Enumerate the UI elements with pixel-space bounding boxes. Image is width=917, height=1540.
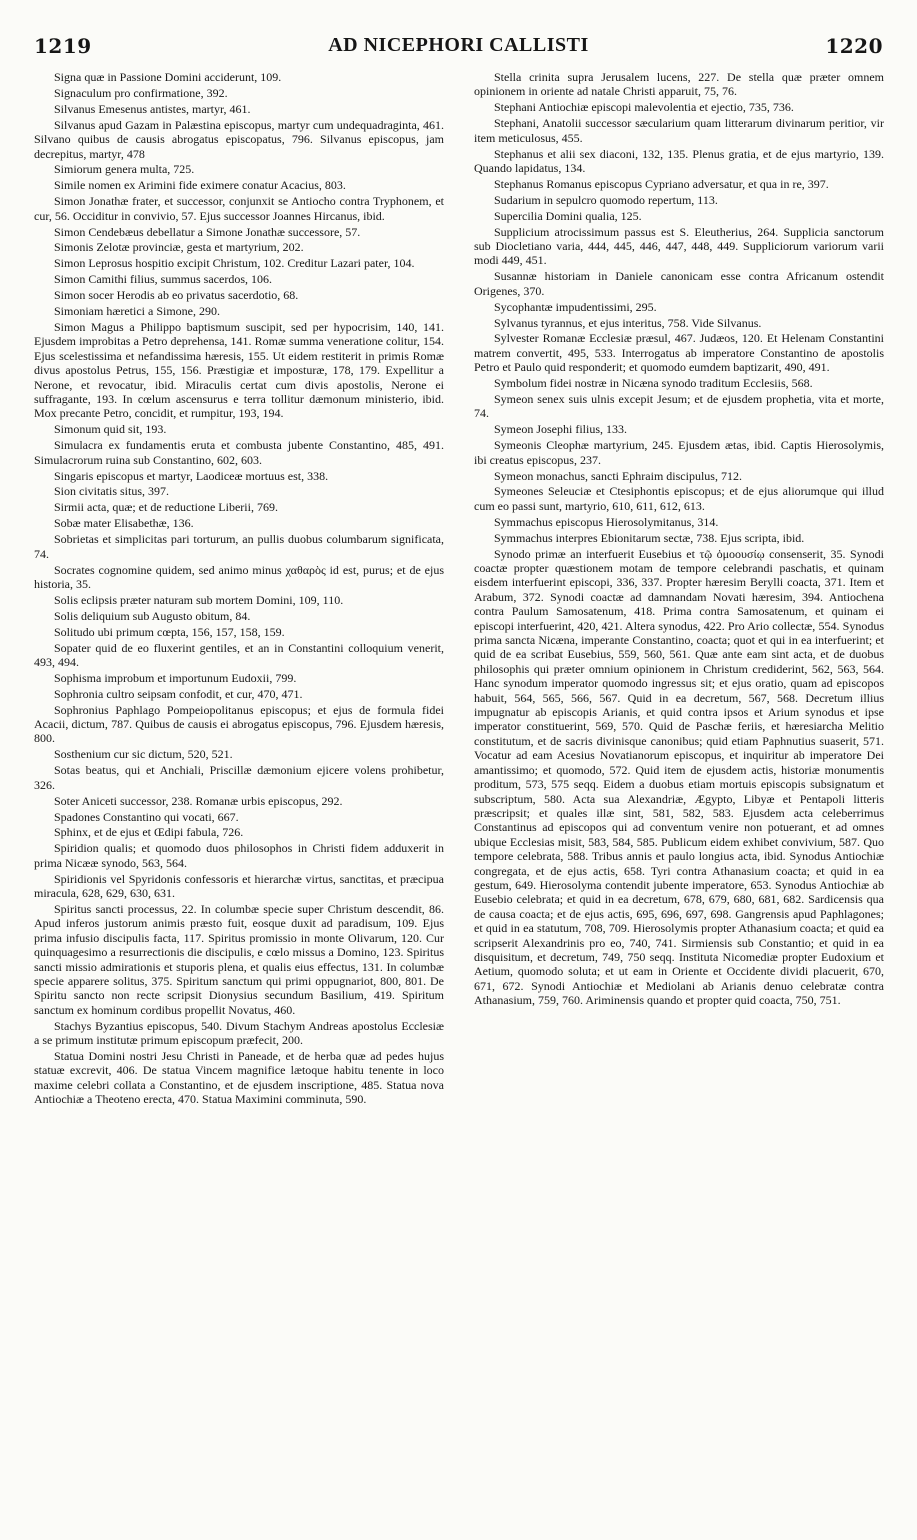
index-entry: Sobrietas et simplicitas pari torturum, an pullis duobus columbarum significata, 74. [34,532,444,561]
running-title: AD NICEPHORI CALLISTI [328,34,589,56]
index-entry: Sycophantæ impudentissimi, 295. [494,299,657,314]
page-header [34,34,883,64]
index-entry: Stephani Antiochiæ episcopi malevolentia et ejectio, 735, 736. [494,100,794,115]
index-entry: Silvanus apud Gazam in Palæstina episcopus, martyr cum undequadraginta, 461. Silvano quibus de causis abrogatus episcopatus, 796. Silvanus episcopus, jam decrepitus, martyr, 478 [34,117,444,161]
index-entry: Soter Aniceti successor, 238. Romanæ urbis episcopus, 292. [54,793,343,808]
index-entry: Sirmii acta, quæ; et de reductione Liberii, 769. [54,500,278,515]
index-entry: Spadones Constantino qui vocati, 667. [54,809,239,824]
index-entry: Simoniam hæretici a Simone, 290. [54,304,220,319]
index-entry: Simile nomen ex Arimini fide eximere conatur Acacius, 803. [54,178,346,193]
index-entry: Simon Camithi filius, summus sacerdos, 106. [54,272,272,287]
index-entry: Signaculum pro confirmatione, 392. [54,85,228,100]
index-entry: Symeon Josephi filius, 133. [494,422,628,437]
index-entry: Silvanus Emesenus antistes, martyr, 461. [54,101,251,116]
index-entry: Simonis Zelotæ provinciæ, gesta et martyrium, 202. [54,240,304,255]
index-entry: Sudarium in sepulcro quomodo repertum, 113. [494,192,718,207]
index-entry: Simulacra ex fundamentis eruta et combusta jubente Constantino, 485, 491. Simulacrorum ruina sub Constantino, 602, 603. [34,438,444,467]
page-number-right: 1220 [825,34,883,58]
index-entry: Sobæ mater Elisabethæ, 136. [54,516,194,531]
index-entry: Stephani, Anatolii successor sæcularium quam litterarum divinarum peritior, vir item meticulosus, 455. [474,116,884,145]
index-entry: Sylvanus tyrannus, et ejus interitus, 758. Vide Silvanus. [494,315,762,330]
index-entry: Symeon senex suis ulnis excepit Jesum; et de ejusdem prophetia, vita et morte, 74. [474,392,884,421]
index-entry: Solitudo ubi primum cœpta, 156, 157, 158, 159. [54,624,285,639]
index-entry: Symeonis Cleophæ martyrium, 245. Ejusdem ætas, ibid. Captis Hierosolymis, ibi creatus episcopus, 237. [474,438,884,467]
index-entry: Solis deliquium sub Augusto obitum, 84. [54,608,251,623]
index-entry: Sosthenium cur sic dictum, 520, 521. [54,747,233,762]
index-entry: Symeon monachus, sancti Ephraim discipulus, 712. [494,468,742,483]
index-entry: Symmachus episcopus Hierosolymitanus, 314. [494,514,719,529]
index-entry: Stephanus Romanus episcopus Cypriano adversatur, et qua in re, 397. [494,176,829,191]
index-entry: Supplicium atrocissimum passus est S. Eleutherius, 264. Supplicia sanctorum sub Diocletiano varia, 444, 445, 446, 447, 448, 449. Suppliciorum variorum varii modi 449, 451. [474,224,884,268]
index-entry: Sotas beatus, qui et Anchiali, Priscillæ dæmonium ejicere volens prohibetur, 326. [34,763,444,792]
index-entry: Simon Jonathæ frater, et successor, conjunxit se Antiocho contra Tryphonem, et cur, 56. Occiditur in convivio, 57. Ejus successor Joannes Hircanus, ibid. [34,194,444,223]
index-entry: Spiridionis vel Spyridonis confessoris et hierarchæ virtus, sanctitas, et præcipua miracula, 628, 629, 630, 631. [34,871,444,901]
index-entry: Spiridion qualis; et quomodo duos philosophos in Christi fidem adduxerit in prima Nicææ synodo, 563, 564. [34,841,444,870]
index-entry: Simon socer Herodis ab eo privatus sacerdotio, 68. [54,288,299,303]
index-entry: Simon Leprosus hospitio excipit Christum, 102. Creditur Lazari pater, 104. [54,256,415,271]
index-entry: Sophronia cultro seipsam confodit, et cur, 470, 471. [54,686,303,701]
page-number-left: 1219 [34,34,92,58]
index-entry: Simon Cendebæus debellatur a Simone Jonathæ successore, 57. [54,224,361,239]
index-entry: Sophronius Paphlago Pompeiopolitanus episcopus; et ejus de formula fidei Acacii, dictum, 787. Quibus de causis ei abrogatus episcopus, 796. Ejusdem hæresis, 800. [34,702,444,746]
index-entry: Stachys Byzantius episcopus, 540. Divum Stachym Andreas apostolus Ecclesiæ a se primum institutæ primum episcopum præfecit, 200. [34,1018,444,1048]
index-entry: Sylvester Romanæ Ecclesiæ præsul, 467. Judæos, 120. Et Helenam Constantini matrem convertit, 495, 533. Interrogatus ab imperatore Constantino de apostolis Petro et Paulo quid responderit; et quomodo eumdem baptizarit, 490, 491. [474,331,884,375]
index-entry: Singaris episcopus et martyr, Laodiceæ mortuus est, 338. [54,468,329,483]
index-entry: Symeones Seleuciæ et Ctesiphontis episcopus; et de ejus aliorumque qui illud cum eo passi sunt, martyrio, 610, 611, 612, 613. [474,484,884,513]
index-entry: Symbolum fidei nostræ in Nicæna synodo traditum Ecclesiis, 568. [494,376,813,391]
index-entry: Supercilia Domini qualia, 125. [494,208,642,223]
index-entry: Sophisma improbum et importunum Eudoxii, 799. [54,670,297,685]
index-entry: Sphinx, et de ejus et Œdipi fabula, 726. [54,825,244,840]
index-entry: Synodo primæ an interfuerit Eusebius et τῷ ὁμοουσίῳ consenserit, 35. Synodi coactæ propter quæstionem motam de tempore celebrandi paschatis, et quinam eisdem interfuerint episcopi, 336, 337. Propter hæresim Berylli coacta, 371. Item et Arabum, 372. Synodi coactæ ad damnandam Novati hæresim, 394. Antiochena contra Paulum Samosatenum, 418. Prima contra Samosatenum, et quinam ei episcopi interfuerint, 420, 421. Altera synodus, 422. Pro Ario collectæ, 554. Synodus prima sancta Nicæna, imperante Constantino, coacta; quot et qui in ea interfuerint; et quid de ea scribat Eusebius, 559, 560, 561. Quæ ante eam sint acta, et de duobus philosophis qui præter omnium opinionem in Christum crediderint, 562, 563, 564. Hanc synodum imperator quomodo ingressus sit; et ejus oratio, quam ad episcopos habuit, 564, 565, 566, 567. Quid in ea decretum, 567, 568. Decretum illius impugnatur ab episcopis Arianis, et quid contra ipsos et Arium synodus et ipse imperator constituerint, 569, 570. Quid de Paschæ feriis, et hæresiarcha Melitio constitutum, et de sacris divinisque canonibus; quid etiam Paphnutius suaserit, 571. Vocatur ad eam Acesius Novatianorum episcopus, et inquiritur ab imperatore Dei amantissimo; et quomodo, 572. Quid item de ejusdem actis, historiæ monumentis proditum, 573, 575 seqq. Eidem a duobus etiam mortuis episcopis subsignatum et subscriptum, 580. Acta sua Alexandriæ, Ægypto, Libyæ et Pentapoli litteris præscripsit; et quales illæ sint, 581, 582, 583. Ejusdem acta celeberrimus Constantinus ad episcopos qui ad conventum venire non potuerant, et ad omnes ubique Ecclesias misit, 583, 584, 585. Publicum eidem exhibet convivium, 587. Quo tempore celebrata, 588. Tribus annis et paulo longius acta, ibid. Synodus Antiochiæ congregata, et de ejus actis, 658. Tyri contra Athanasium coacta; et quid in ea gestum, 649. Hierosolyma contendit jubente imperatore, 653. Synodus Antiochiæ ab Eusebio celebrata; et quid in ea decretum, 678, 679, 680, 681, 682. Sardicensis qua de causa coacta; et de ejus actis, 695, 696, 697, 698. Gangrensis apud Paphlagones; et quid in ea statutum, 708, 709. Hierosolymis propter Athanasium coacta; et quid ea scripserit Alexandrinis pro eo, 740, 741. Sirmiensis sub Constantio; et quid in ea disquisitum, et decretum, 749, 750 seqq. Instituta Nicomediæ propter Eudoxium et Aetium, quomodo soluta; et ut eam in Oriente et Occidente dividi placuerit, 670, 671, 672. Synodi Antiochiæ et Mediolani ab Arianis denuo celebratæ contra Athanasium, 759, 760. Ariminensis quando et propter quid coacta, 750, 751. [474,546,884,1008]
index-entry: Socrates cognomine quidem, sed animo minus χαθαρὸς id est, purus; et de ejus historia, 35. [34,562,444,591]
index-entry: Simonum quid sit, 193. [54,422,167,437]
index-entry: Stella crinita supra Jerusalem lucens, 227. De stella quæ præter omnem opinionem in oriente ad natale Christi apparuit, 75, 76. [474,70,884,99]
index-entry: Simiorum genera multa, 725. [54,162,195,177]
index-entry: Signa quæ in Passione Domini acciderunt, 109. [54,70,282,84]
index-entry: Sion civitatis situs, 397. [54,484,170,499]
index-entry: Simon Magus a Philippo baptismum suscipit, sed per hypocrisim, 140, 141. Ejusdem improbitas a Petro deprehensa, 141. Romæ summa veneratione colitur, 154. Ejus scelestissima et nefandissima hæresis, 155. Ut eidem restiterit in primis Romæ divus apostolus Petrus, 155, 156. Præstigiæ et imposturæ, 178, 179. Expellitur a Nerone, et revocatur, ibid. Miraculis certat cum divis apostolis, Nerone ei suffragante, 193. In cœlum ascensurus e terra tollitur dæmonum ministerio, ibid. Mox precante Petro, concidit, et rumpitur, 193, 194. [34,320,444,421]
index-entry: Symmachus interpres Ebionitarum sectæ, 738. Ejus scripta, ibid. [494,530,805,545]
index-entry: Statua Domini nostri Jesu Christi in Paneade, et de herba quæ ad pedes hujus statuæ excrevit, 406. De statua Vincem magnifice lætoque habitu tenente in loco maxime celebri collata a Constantino, et de ejusdem inscriptione, 485. Statua nova Antiochiæ a Theoteno erecta, 470. Statua Maximini comminuta, 590. [34,1049,444,1107]
index-entry: Stephanus et alii sex diaconi, 132, 135. Plenus gratia, et de ejus martyrio, 139. Quando lapidatus, 134. [474,146,884,175]
index-entry: Solis eclipsis præter naturam sub mortem Domini, 109, 110. [54,592,344,607]
index-column-right [474,70,884,1520]
index-column-left [34,70,444,1520]
index-entry: Susannæ historiam in Daniele canonicam esse contra Africanum ostendit Origenes, 370. [474,269,884,298]
index-entry: Spiritus sancti processus, 22. In columbæ specie super Christum descendit, 86. Apud inferos justorum animis præsto fuit, eosque duxit ad paradisum, 109. Ejus prima infusio discipulis facta, 117. Spiritus promissio in monte Olivarum, 120. Cur quinquagesimo a resurrectionis die discipulis, e cœlo missus a Domino, 123. Spiritus sancti missio admirationis et stuporis plena, et qualis eius effectus, 131. In columbæ specie apparere solitus, 375. Spiritum sanctum qui primi oppugnariot, 800, 801. De Spiritu sancto non recte scripsit Dionysius secundum Basilium, 419. Spiritum sanctum ex hominum cordibus propellit Novatus, 460. [34,901,444,1017]
index-entry: Sopater quid de eo fluxerint gentiles, et an in Constantini colloquium venerit, 493, 494. [34,640,444,669]
